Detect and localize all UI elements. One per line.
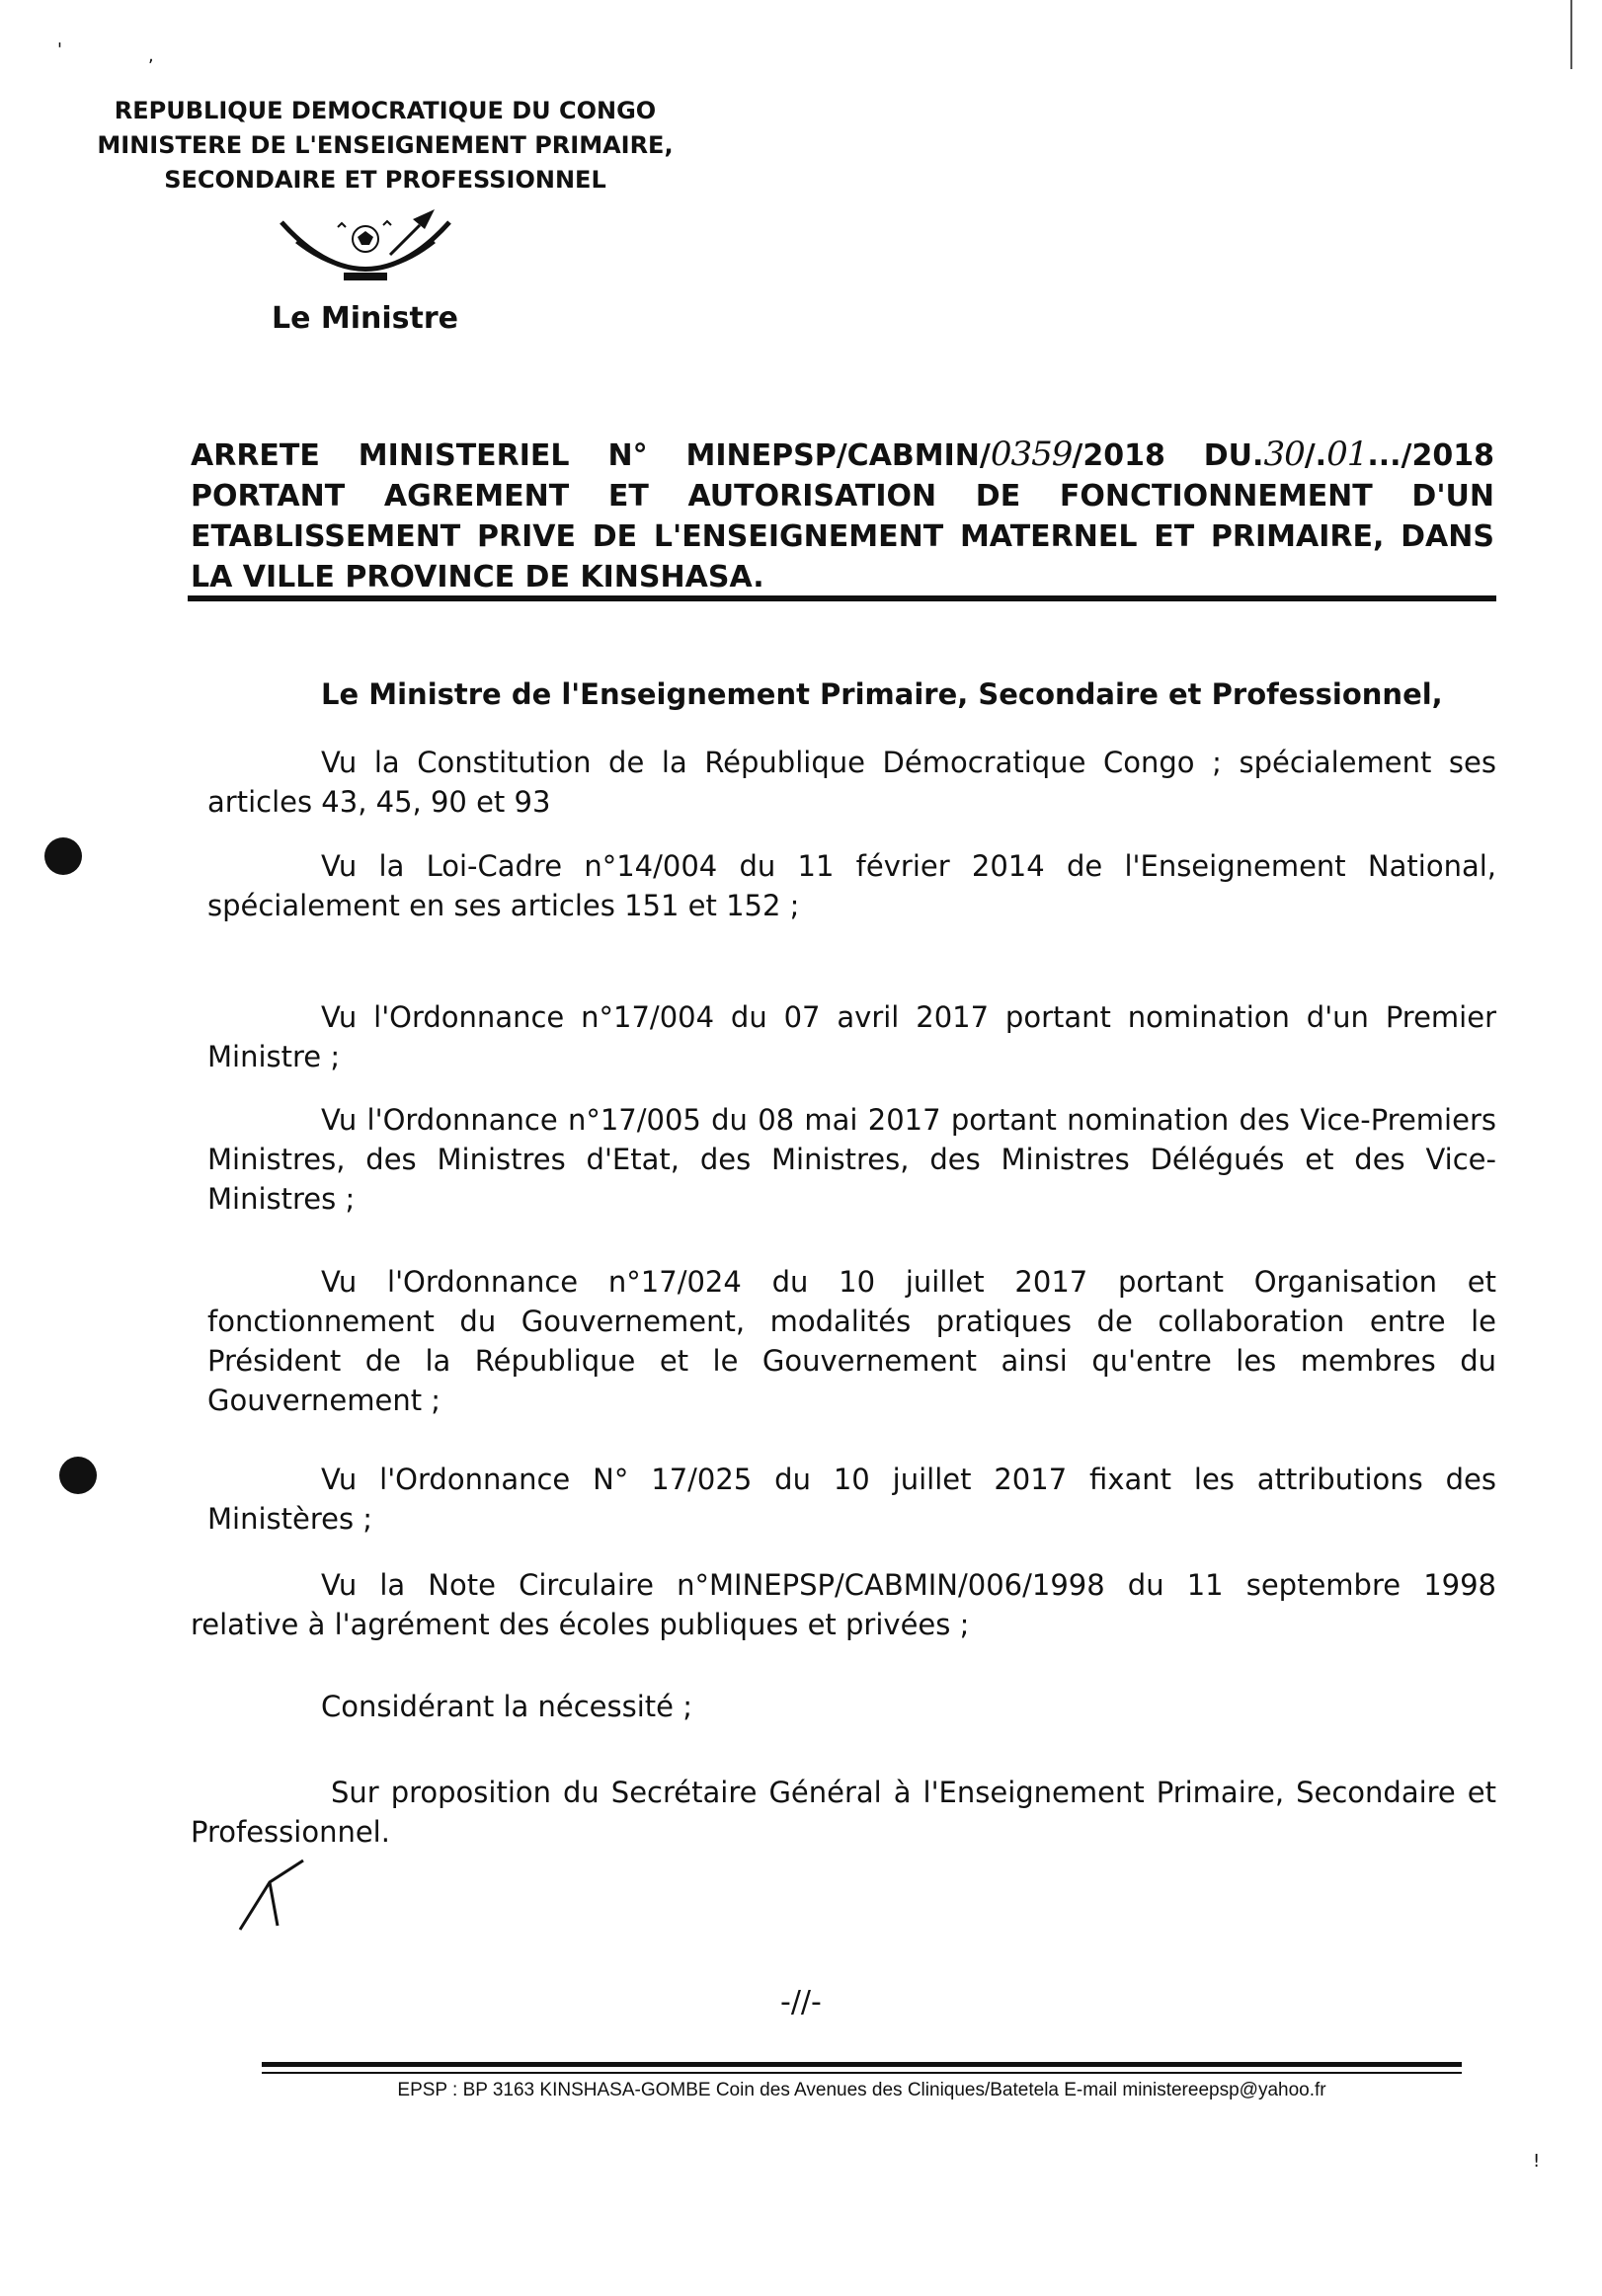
recital-note-circulaire: Vu la Note Circulaire n°MINEPSP/CABMIN/006/1998 du 11 septembre 1998 relative à l'agrément des écoles publiques et privées ; (191, 1568, 1496, 1641)
punch-hole (44, 837, 82, 875)
handwritten-month: 01 (1326, 435, 1368, 474)
coat-of-arms-emblem (267, 207, 464, 306)
header-ministry: MINISTERE DE L'ENSEIGNEMENT PRIMAIRE, (97, 131, 674, 159)
page-continuation-marker: -//- (780, 1985, 822, 2019)
handwritten-initial (232, 1857, 311, 1940)
header-country: REPUBLIQUE DEMOCRATIQUE DU CONGO (114, 97, 657, 124)
decree-title-line1: ARRETE MINISTERIEL N° MINEPSP/CABMIN/0359/2018 DU.30/.01.../2018 (191, 435, 1494, 474)
recital-ordonnance-attributions: Vu l'Ordonnance N° 17/025 du 10 juillet 2017 fixant les attributions des Ministères ; (207, 1463, 1496, 1536)
decree-title-line2: PORTANT AGREMENT ET AUTORISATION DE FONCTIONNEMENT D'UN (191, 479, 1494, 514)
decree-title-line3: ETABLISSEMENT PRIVE DE L'ENSEIGNEMENT MATERNEL ET PRIMAIRE, DANS (191, 519, 1494, 554)
minister-intro: Le Ministre de l'Enseignement Primaire, Secondaire et Professionnel, (321, 677, 1443, 711)
decree-title (191, 435, 1494, 597)
header-ministry-cont: SECONDAIRE ET PROFESSIONNEL (164, 166, 606, 194)
punch-hole (59, 1457, 97, 1494)
footer-address: EPSP : BP 3163 KINSHASA-GOMBE Coin des Avenues des Cliniques/Batetela E-mail ministereepsp@yahoo.fr (397, 2080, 1326, 2100)
footer-rule-thin (262, 2072, 1462, 2074)
footer-rule (262, 2062, 1462, 2067)
recital-ordonnance-gouvernement: Vu l'Ordonnance n°17/024 du 10 juillet 2017 portant Organisation et fonctionnement du Gouvernement, modalités pratiques de collaboration entre le Président de la République et le Gouvernement ainsi qu'entre les membres du Gouvernement ; (207, 1265, 1496, 1417)
issuer-label: Le Ministre (272, 301, 459, 336)
recital-loi-cadre: Vu la Loi-Cadre n°14/004 du 11 février 2014 de l'Enseignement National, spécialement en ses articles 151 et 152 ; (207, 849, 1496, 922)
decree-title-line4: LA VILLE PROVINCE DE KINSHASA. (191, 560, 764, 594)
recital-considerant: Considérant la nécessité ; (321, 1690, 692, 1723)
scan-edge-line (1570, 0, 1572, 69)
scan-mark: , (148, 45, 154, 66)
title-underline (188, 595, 1496, 601)
recital-proposition: Sur proposition du Secrétaire Général à l'Enseignement Primaire, Secondaire et Professionnel. (191, 1776, 1496, 1849)
handwritten-day: 30 (1263, 435, 1305, 474)
recital-ordonnance-vice-premiers: Vu l'Ordonnance n°17/005 du 08 mai 2017 portant nomination des Vice-Premiers Ministres, des Ministres d'Etat, des Ministres, des Ministres Délégués et des Vice-Ministres ; (207, 1103, 1496, 1216)
scan-mark: ! (1533, 2151, 1541, 2172)
handwritten-decree-number: 0359 (990, 435, 1073, 474)
scan-mark: ' (57, 40, 62, 60)
recital-constitution: Vu la Constitution de la République Démocratique Congo ; spécialement ses articles 43, 45, 90 et 93 (207, 746, 1496, 819)
recital-ordonnance-premier-ministre: Vu l'Ordonnance n°17/004 du 07 avril 2017 portant nomination d'un Premier Ministre ; (207, 1000, 1496, 1073)
